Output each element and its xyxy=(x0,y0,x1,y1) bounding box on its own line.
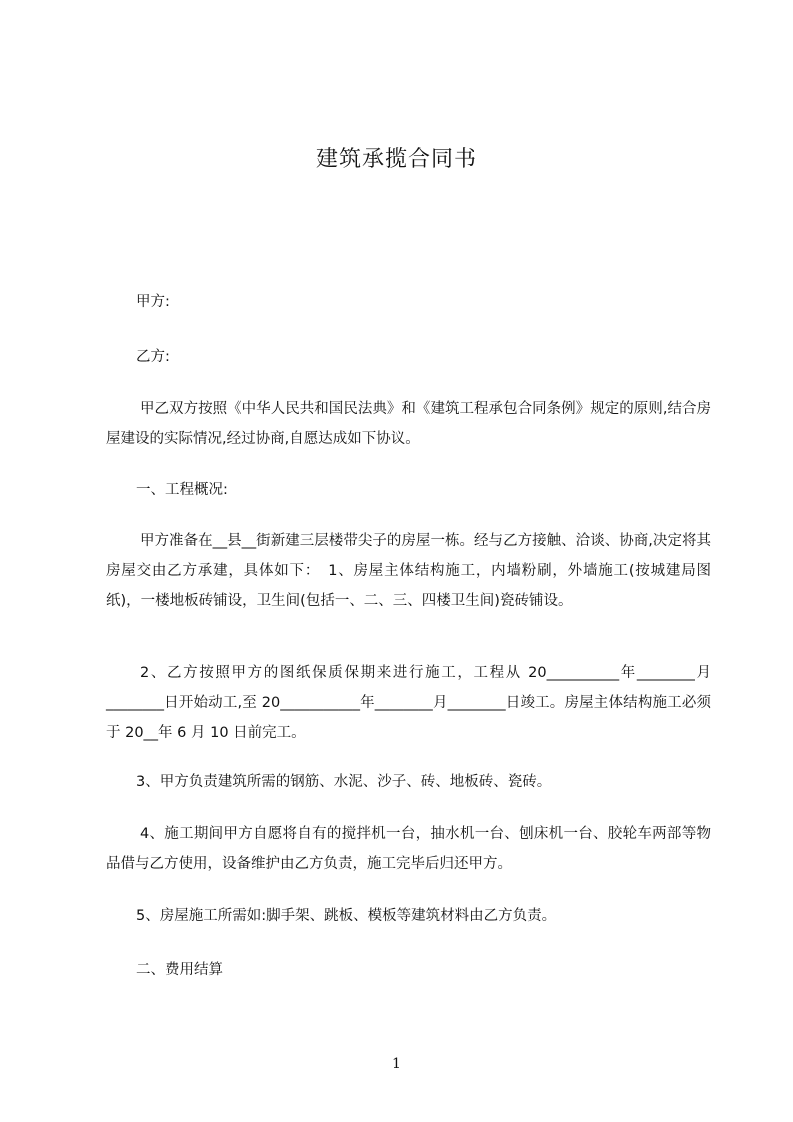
party-b-label: 乙方: xyxy=(136,349,170,365)
document-title: 建筑承揽合同书 xyxy=(315,147,477,172)
section-1-paragraph: 甲方准备在__县__街新建三层楼带尖子的房屋一栋。经与乙方接触、洽谈、协商,决定将其房屋交由乙方承建，具体如下： 1、房屋主体结构施工，内墙粉刷，外墙施工(按城建局图纸)，一楼地板砖铺设，卫生间(包括一、二、三、四楼卫生间)瓷砖铺设。 xyxy=(106,533,711,609)
party-a-label: 甲方: xyxy=(136,294,170,310)
page-number: 1 xyxy=(392,1056,401,1072)
section-1-item-4: 4、施工期间甲方自愿将自有的搅拌机一台，抽水机一台、刨床机一台、胶轮车两部等物品借与乙方使用，设备维护由乙方负责，施工完毕后归还甲方。 xyxy=(106,826,711,872)
intro-paragraph: 甲乙双方按照《中华人民共和国民法典》和《建筑工程承包合同条例》规定的原则,结合房屋建设的实际情况,经过协商,自愿达成如下协议。 xyxy=(106,401,711,447)
section-1-heading: 一、工程概况: xyxy=(136,482,228,498)
section-2-heading: 二、费用结算 xyxy=(136,962,223,978)
section-1-item-2: 2、乙方按照甲方的图纸保质保期来进行施工，工程从 20__________年________月________日开始动工,至 20___________年________月________日竣工。房屋主体结构施工必须于 20__年 6 月 10 日前完工。 xyxy=(106,665,711,741)
section-1-item-3: 3、甲方负责建筑所需的钢筋、水泥、沙子、砖、地板砖、瓷砖。 xyxy=(136,774,552,790)
section-1-item-5: 5、房屋施工所需如:脚手架、跳板、模板等建筑材料由乙方负责。 xyxy=(136,908,557,924)
